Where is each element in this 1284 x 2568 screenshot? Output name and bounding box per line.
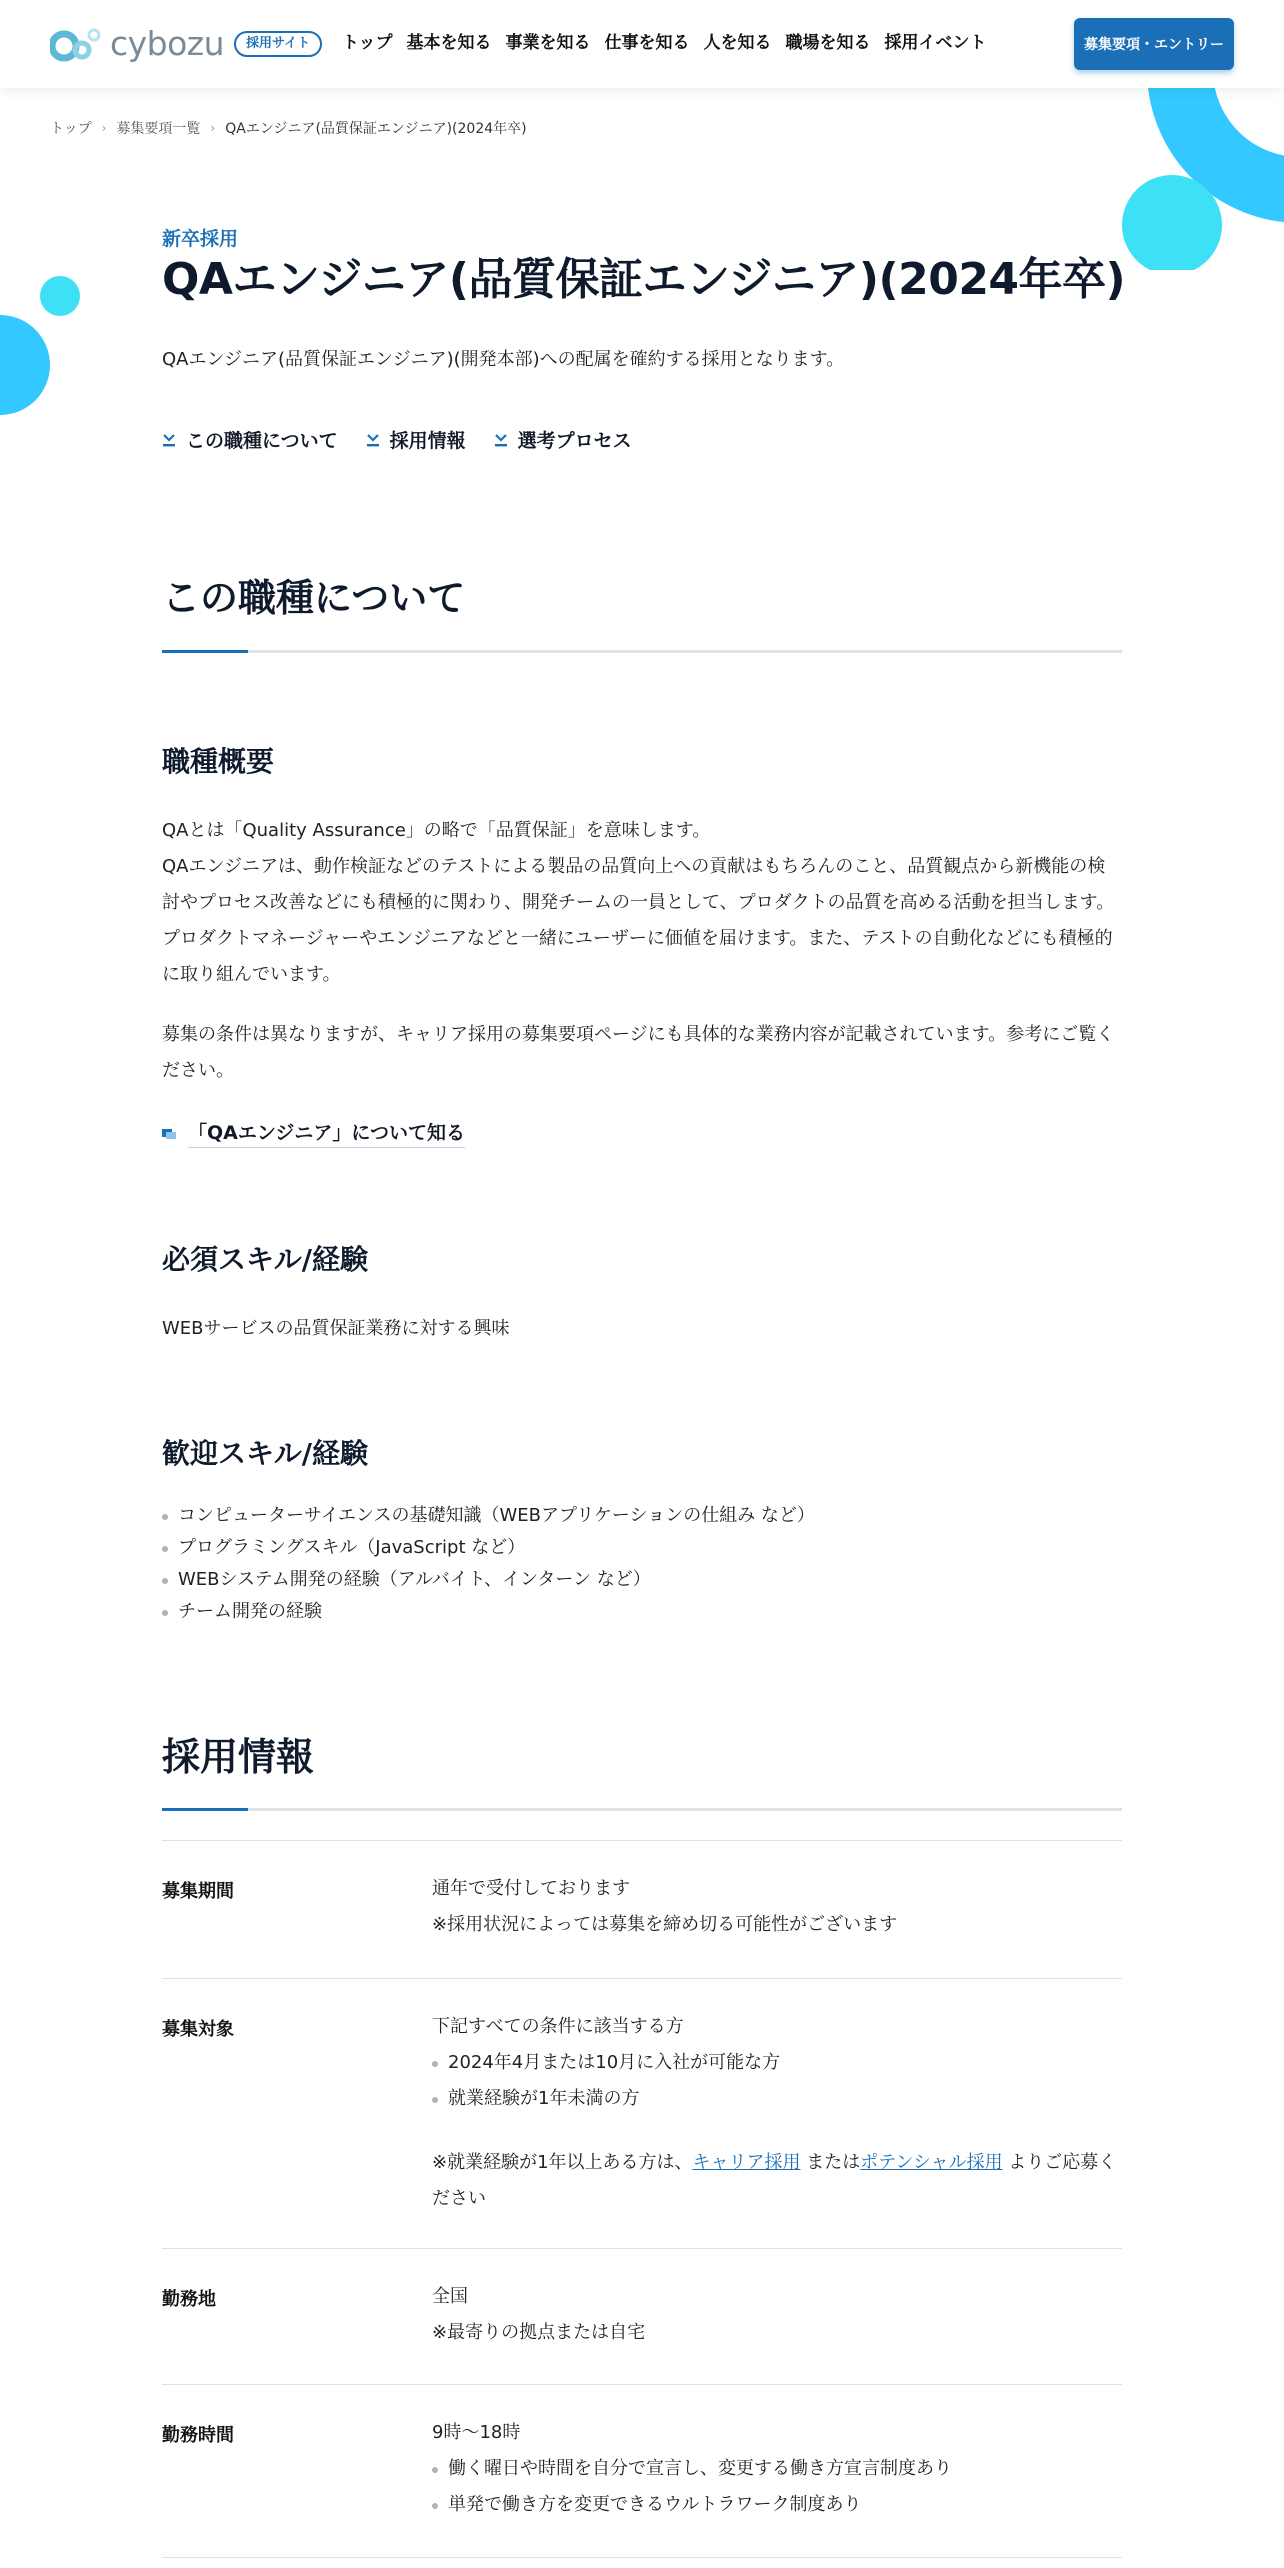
note-text: よりご応募ください [432, 2152, 1117, 2209]
career-recruit-link[interactable]: キャリア採用 [692, 2152, 801, 2173]
target-note [432, 2145, 1122, 2217]
row-label: 勤務時間 [162, 2425, 234, 2446]
anchor-label: 採用情報 [389, 430, 466, 452]
overview-line: QAとは「Quality Assurance」の略で「品質保証」を意味します。 [162, 820, 711, 841]
cybozu-logo[interactable] [50, 24, 322, 64]
value-line: 下記すべての条件に該当する方 [432, 2016, 684, 2037]
nav-item-workplace[interactable]: 職場を知る [785, 33, 871, 53]
entry-button[interactable]: 募集要項・エントリー [1074, 18, 1234, 70]
section-divider [162, 1808, 1122, 1811]
anchor-process[interactable] [494, 426, 632, 453]
list-item: 単発で働き方を変更できるウルトラワーク制度あり [432, 2487, 1122, 2523]
list-item: コンピューターサイエンスの基礎知識（WEBアプリケーションの仕組み など） [162, 1500, 815, 1532]
row-value [432, 2415, 1122, 2523]
arrow-down-icon [366, 432, 380, 448]
row-label: 募集対象 [162, 2019, 234, 2040]
anchor-recruit[interactable] [366, 426, 466, 453]
value-line: 通年で受付しております [432, 1878, 630, 1899]
row-value [432, 1871, 1122, 1943]
section-title-recruit: 採用情報 [162, 1735, 315, 1779]
anchor-label: この職種について [186, 430, 338, 452]
chevron-right-icon: › [101, 121, 107, 135]
table-row-hours [162, 2384, 1122, 2558]
note-text: ※就業経験が1年以上ある方は、 [432, 2152, 693, 2173]
breadcrumb-list[interactable]: 募集要項一覧 [116, 121, 201, 137]
site-header [0, 0, 1284, 88]
section-divider [162, 650, 1122, 653]
arrow-down-icon [162, 432, 176, 448]
anchor-label: 選考プロセス [517, 430, 632, 452]
page-title: QAエンジニア(品質保証エンジニア)(2024年卒) [162, 254, 1126, 305]
career-note: 募集の条件は異なりますが、キャリア採用の募集要項ページにも具体的な業務内容が記載されています。参考にご覧ください。 [162, 1024, 1115, 1081]
value-line: ※最寄りの拠点または自宅 [432, 2322, 646, 2343]
value-line: 全国 [432, 2286, 468, 2307]
row-value [432, 2009, 1122, 2217]
row-label: 勤務地 [162, 2289, 216, 2310]
table-row-period [162, 1840, 1122, 1978]
lead-text: QAエンジニア(品質保証エンジニア)(開発本部)への配属を確約する採用となります。 [162, 349, 845, 370]
row-label: 募集期間 [162, 1881, 234, 1902]
document-icon [162, 1127, 176, 1139]
qa-engineer-link[interactable] [162, 1118, 465, 1148]
nav-item-work[interactable]: 仕事を知る [604, 33, 690, 53]
logo-text: cybozu [110, 24, 225, 63]
breadcrumb-current: QAエンジニア(品質保証エンジニア)(2024年卒) [225, 121, 527, 137]
nav-item-business[interactable]: 事業を知る [505, 33, 591, 53]
list-item: 就業経験が1年未満の方 [432, 2081, 1122, 2117]
value-line: ※採用状況によっては募集を締め切る可能性がございます [432, 1914, 898, 1935]
cybozu-logo-icon [50, 24, 106, 64]
overview-text [162, 813, 1122, 993]
row-value [432, 2279, 1122, 2351]
list-item: WEBシステム開発の経験（アルバイト、インターン など） [162, 1564, 815, 1596]
global-nav [342, 30, 1001, 56]
nav-item-events[interactable]: 採用イベント [884, 33, 987, 53]
nav-item-top[interactable]: トップ [342, 33, 393, 53]
section-title-about: この職種について [162, 576, 466, 620]
list-item: チーム開発の経験 [162, 1596, 815, 1628]
breadcrumb [50, 118, 527, 138]
qa-engineer-link-text: 「QAエンジニア」について知る [188, 1118, 465, 1148]
value-line: 9時～18時 [432, 2422, 521, 2443]
welcome-list [162, 1500, 815, 1628]
required-text: WEBサービスの品質保証業務に対する興味 [162, 1318, 510, 1339]
anchor-about[interactable] [162, 426, 338, 453]
decor-circles-left [0, 270, 90, 420]
list-item: プログラミングスキル（JavaScript など） [162, 1532, 815, 1564]
overview-title: 職種概要 [162, 745, 275, 778]
nav-item-basics[interactable]: 基本を知る [406, 33, 492, 53]
breadcrumb-top[interactable]: トップ [50, 121, 92, 137]
site-badge: 採用サイト [234, 31, 322, 57]
arrow-down-icon [494, 432, 508, 448]
list-item: 働く曜日や時間を自分で宣言し、変更する働き方宣言制度あり [432, 2451, 1122, 2487]
list-item: 2024年4月または10月に入社が可能な方 [432, 2045, 1122, 2081]
potential-recruit-link[interactable]: ポテンシャル採用 [860, 2152, 1003, 2173]
table-row-location [162, 2248, 1122, 2384]
anchor-nav [162, 426, 660, 453]
overview-line: QAエンジニアは、動作検証などのテストによる製品の品質向上への貢献はもちろんのこと、品質観点から新機能の検討やプロセス改善などにも積極的に関わり、開発チームの一員として、プロダクトの品質を高める活動を担当します。プロダクトマネージャーやエンジニアなどと一緒にユーザーに価値を届けます。また、テストの自動化などにも積極的に取り組んでいます。 [162, 856, 1115, 985]
nav-item-people[interactable]: 人を知る [703, 33, 772, 53]
category-label: 新卒採用 [162, 228, 239, 250]
table-row-target [162, 1978, 1122, 2248]
welcome-title: 歓迎スキル/経験 [162, 1437, 368, 1470]
note-text: または [800, 2152, 861, 2173]
chevron-right-icon: › [210, 121, 216, 135]
required-title: 必須スキル/経験 [162, 1243, 368, 1276]
